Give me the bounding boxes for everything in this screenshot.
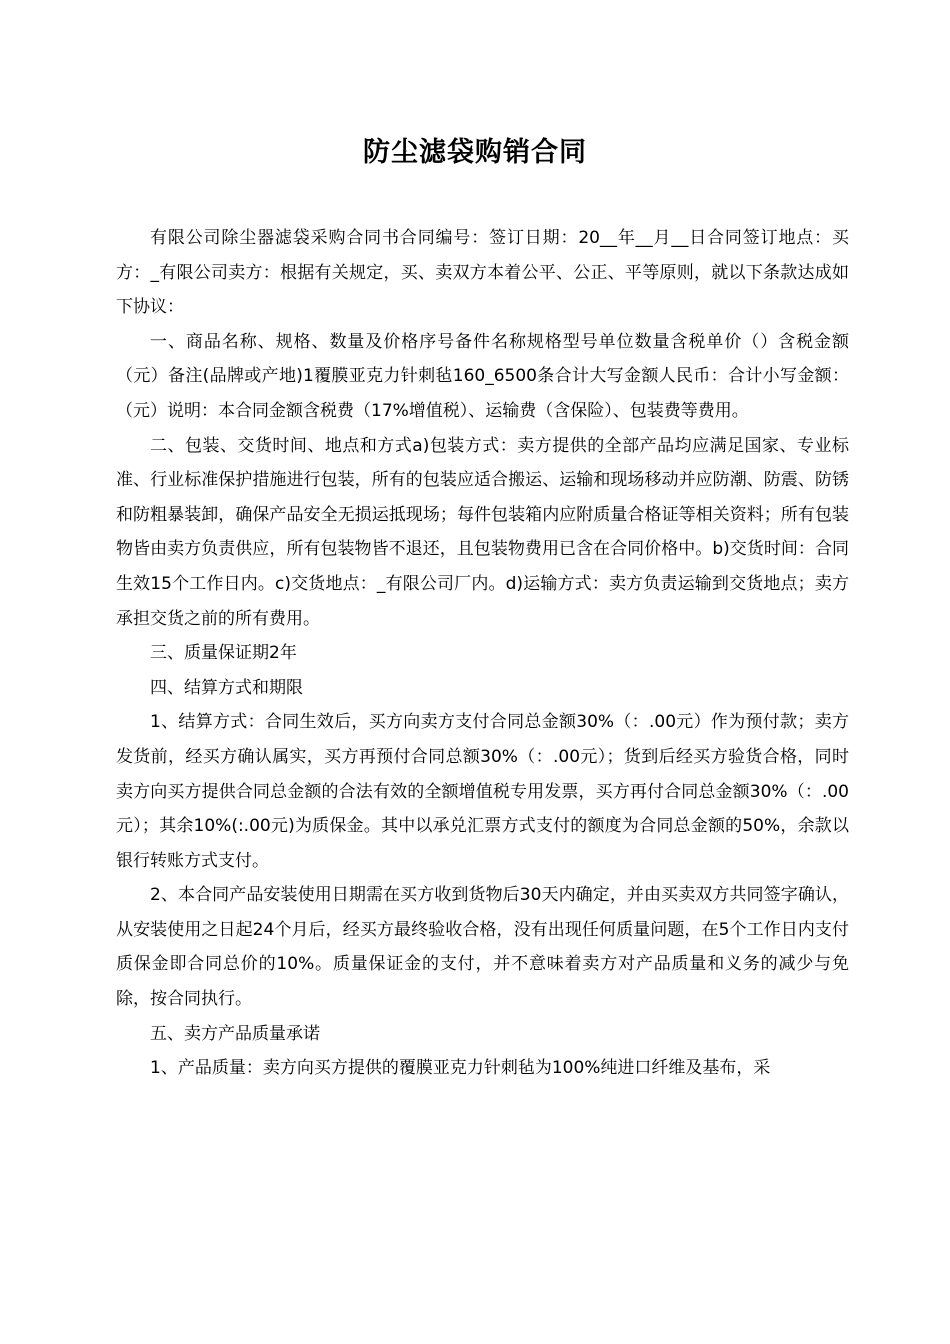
paragraph-section-4-item-1: 1、结算方式：合同生效后，买方向卖方支付合同总金额30%（：.00元）作为预付款；卖方发货前，经买方确认属实，买方再预付合同总额30%（：.00元）；货到后经买方验货合格，同时卖方向买方提供合同总金额的合法有效的全额增值税专用发票，买方再付合同总金额30%（：.00元）；其余10%(:.00元)为质保金。其中以承兑汇票方式支付的额度为合同总金额的50%，余款以银行转账方式支付。 bbox=[116, 712, 849, 871]
paragraph-section-5-item-1: 1、产品质量：卖方向买方提供的覆膜亚克力针刺毡为100%纯进口纤维及基布，采 bbox=[150, 1058, 771, 1079]
paragraph-section-4-item-2: 2、本合同产品安装使用日期需在买方收到货物后30天内确定，并由买卖双方共同签字确认，从安装使用之日起24个月后，经买方最终验收合格，没有出现任何质量问题，在5个工作日内支付质保金即合同总价的10%。质量保证金的支付，并不意味着卖方对产品质量和义务的减少与免除，按合同执行。 bbox=[116, 885, 849, 1010]
document-body bbox=[116, 221, 849, 1086]
paragraph-section-3: 三、质量保证期2年 bbox=[150, 643, 297, 664]
paragraph-section-4-heading: 四、结算方式和期限 bbox=[150, 677, 303, 698]
paragraph-section-1: 一、商品名称、规格、数量及价格序号备件名称规格型号单位数量含税单价（）含税金额（元）备注(品牌或产地)1覆膜亚克力针刺毡160_6500条合计大写金额人民币：合计小写金额：（元）说明：本合同金额含税费（17%增值税）、运输费（含保险）、包装费等费用。 bbox=[116, 331, 849, 421]
paragraph-section-5-heading: 五、卖方产品质量承诺 bbox=[150, 1023, 320, 1044]
paragraph-section-2: 二、包装、交货时间、地点和方式a)包装方式：卖方提供的全部产品均应满足国家、专业标准、行业标准保护措施进行包装，所有的包装应适合搬运、运输和现场移动并应防潮、防震、防锈和防粗暴装卸，确保产品安全无损运抵现场；每件包装箱内应附质量合格证等相关资料；所有包装物皆由卖方负责供应，所有包装物皆不退还，且包装物费用已含在合同价格中。b)交货时间：合同生效15个工作日内。c)交货地点：_有限公司厂内。d)运输方式：卖方负责运输到交货地点；卖方承担交货之前的所有费用。 bbox=[116, 435, 849, 629]
paragraph-intro: 有限公司除尘器滤袋采购合同书合同编号：签订日期：20__年__月__日合同签订地点：买方：_有限公司卖方：根据有关规定，买、卖双方本着公平、公正、平等原则，就以下条款达成如下协议： bbox=[116, 228, 849, 318]
document-title: 防尘滤袋购销合同 bbox=[363, 137, 587, 168]
